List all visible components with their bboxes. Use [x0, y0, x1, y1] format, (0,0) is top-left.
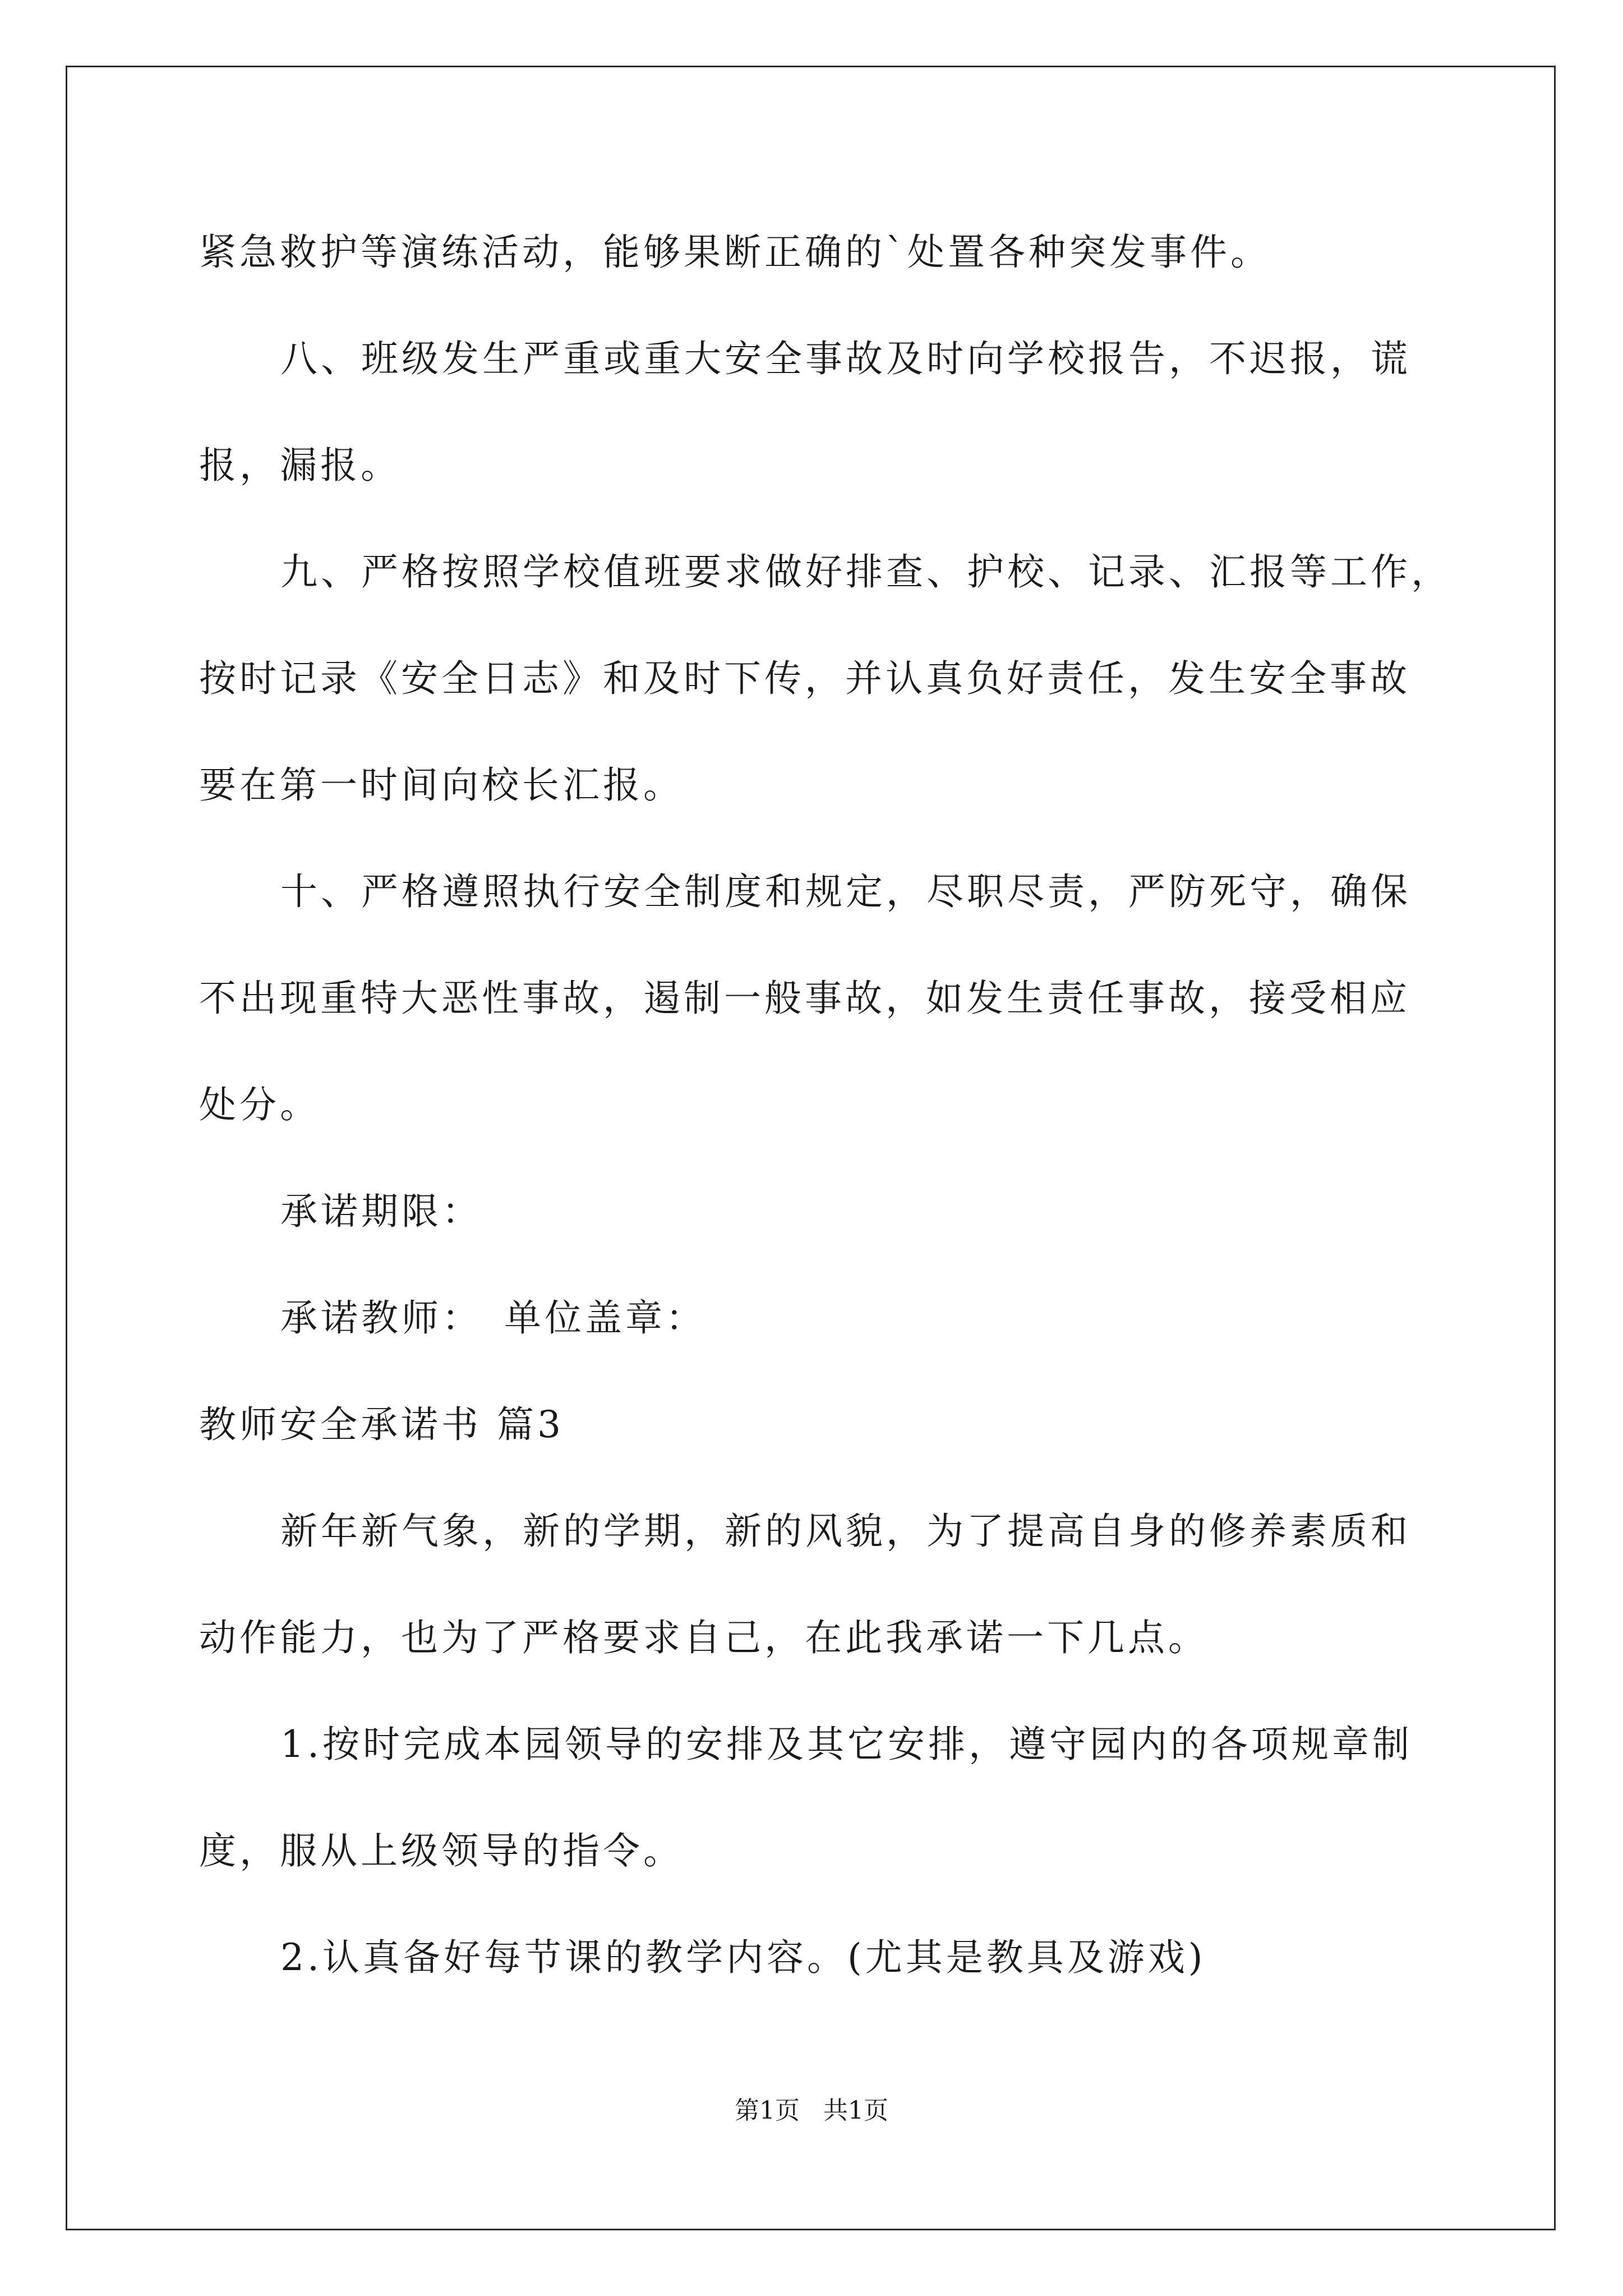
total-pages: 共1页 [823, 2096, 888, 2125]
text-line-9: 处分。 [199, 1083, 320, 1126]
text-line-16: 度，服从上级领导的指令。 [199, 1829, 684, 1872]
text-line-8: 不出现重特大恶性事故，遏制一般事故，如发生责任事故，接受相应 [199, 977, 1410, 1020]
page-footer [0, 2095, 1623, 2127]
text-line-7: 十、严格遵照执行安全制度和规定，尽职尽责，严防死守，确保 [280, 870, 1411, 913]
text-line-11: 承诺教师： 单位盖章： [280, 1296, 706, 1340]
text-line-15: 1.按时完成本园领导的安排及其它安排，遵守园内的各项规章制 [280, 1723, 1413, 1766]
page-number: 第1页 [735, 2096, 800, 2125]
text-line-17: 2.认真备好每节课的教学内容。(尤其是教具及游戏) [280, 1936, 1206, 1979]
text-line-14: 动作能力，也为了严格要求自己，在此我承诺一下几点。 [199, 1616, 1209, 1659]
text-line-10: 承诺期限： [280, 1190, 482, 1233]
text-line-1: 紧急救护等演练活动，能够果断正确的`处置各种突发事件。 [199, 231, 1271, 274]
text-line-6: 要在第一时间向校长汇报。 [199, 763, 684, 807]
text-line-4: 九、严格按照学校值班要求做好排查、护校、记录、汇报等工作， [280, 550, 1451, 593]
text-line-13: 新年新气象，新的学期，新的风貌，为了提高自身的修养素质和 [280, 1510, 1411, 1553]
page-border [66, 66, 1556, 2230]
text-line-3: 报，漏报。 [199, 444, 401, 487]
section-heading: 教师安全承诺书 篇3 [199, 1403, 564, 1446]
text-line-5: 按时记录《安全日志》和及时下传，并认真负好责任，发生安全事故 [199, 657, 1410, 700]
text-line-2: 八、班级发生严重或重大安全事故及时向学校报告，不迟报，谎 [280, 337, 1411, 380]
